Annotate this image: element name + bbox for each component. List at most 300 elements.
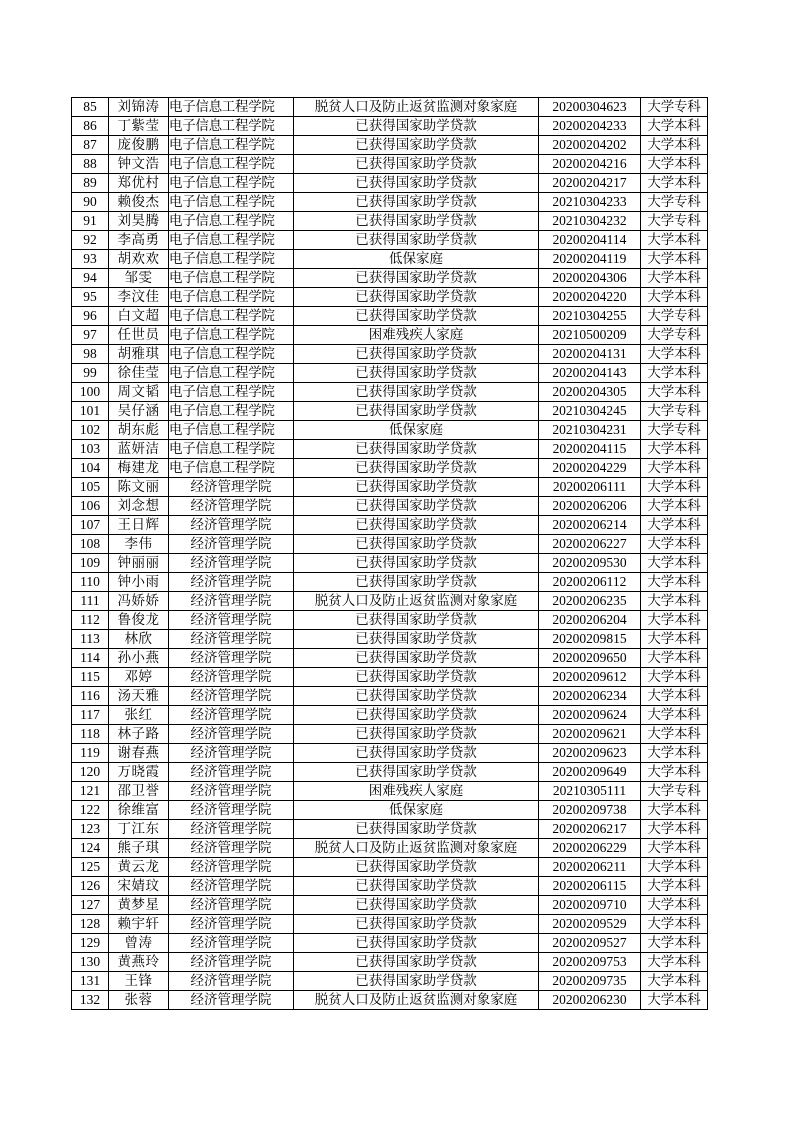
row-number: 103 [72, 440, 109, 459]
student-name: 林子路 [109, 725, 169, 744]
education-level: 大学本科 [641, 459, 708, 478]
education-level: 大学本科 [641, 744, 708, 763]
education-level: 大学本科 [641, 896, 708, 915]
education-level: 大学本科 [641, 231, 708, 250]
education-level: 大学专科 [641, 307, 708, 326]
row-number: 108 [72, 535, 109, 554]
education-level: 大学本科 [641, 934, 708, 953]
hardship-type: 已获得国家助学贷款 [294, 915, 539, 934]
row-number: 112 [72, 611, 109, 630]
table-row [72, 212, 708, 231]
student-name: 万晓霞 [109, 763, 169, 782]
row-number: 114 [72, 649, 109, 668]
hardship-type: 已获得国家助学贷款 [294, 896, 539, 915]
table-row [72, 174, 708, 193]
education-level: 大学本科 [641, 573, 708, 592]
education-level: 大学本科 [641, 269, 708, 288]
row-number: 122 [72, 801, 109, 820]
student-id: 20200209815 [539, 630, 641, 649]
education-level: 大学专科 [641, 782, 708, 801]
table-row [72, 345, 708, 364]
education-level: 大学专科 [641, 212, 708, 231]
table-row [72, 326, 708, 345]
student-name: 蓝妍洁 [109, 440, 169, 459]
hardship-type: 已获得国家助学贷款 [294, 630, 539, 649]
row-number: 123 [72, 820, 109, 839]
table-row [72, 687, 708, 706]
education-level: 大学本科 [641, 174, 708, 193]
hardship-type: 已获得国家助学贷款 [294, 706, 539, 725]
hardship-type: 已获得国家助学贷款 [294, 687, 539, 706]
hardship-type: 已获得国家助学贷款 [294, 972, 539, 991]
student-id: 20200209753 [539, 953, 641, 972]
education-level: 大学本科 [641, 478, 708, 497]
student-id: 20200204202 [539, 136, 641, 155]
student-id: 20200209649 [539, 763, 641, 782]
row-number: 109 [72, 554, 109, 573]
table-row [72, 763, 708, 782]
table-row [72, 744, 708, 763]
student-name: 宋婧玟 [109, 877, 169, 896]
college-name: 电子信息工程学院 [169, 250, 294, 269]
education-level: 大学本科 [641, 649, 708, 668]
table-row [72, 421, 708, 440]
education-level: 大学专科 [641, 98, 708, 117]
row-number: 92 [72, 231, 109, 250]
student-id: 20200206206 [539, 497, 641, 516]
hardship-type: 已获得国家助学贷款 [294, 573, 539, 592]
table-row [72, 725, 708, 744]
college-name: 电子信息工程学院 [169, 117, 294, 136]
student-id: 20200206214 [539, 516, 641, 535]
hardship-type: 困难残疾人家庭 [294, 326, 539, 345]
education-level: 大学本科 [641, 763, 708, 782]
student-id: 20200206111 [539, 478, 641, 497]
table-row [72, 801, 708, 820]
college-name: 电子信息工程学院 [169, 174, 294, 193]
student-name: 钟文浩 [109, 155, 169, 174]
student-name: 张蓉 [109, 991, 169, 1010]
row-number: 85 [72, 98, 109, 117]
college-name: 经济管理学院 [169, 687, 294, 706]
row-number: 93 [72, 250, 109, 269]
college-name: 经济管理学院 [169, 744, 294, 763]
student-name: 陈文丽 [109, 478, 169, 497]
student-name: 丁紫莹 [109, 117, 169, 136]
student-id: 20200206211 [539, 858, 641, 877]
table-row [72, 269, 708, 288]
hardship-type: 脱贫人口及防止返贫监测对象家庭 [294, 592, 539, 611]
college-name: 经济管理学院 [169, 706, 294, 725]
education-level: 大学本科 [641, 668, 708, 687]
education-level: 大学专科 [641, 193, 708, 212]
table-row [72, 478, 708, 497]
student-id: 20200304623 [539, 98, 641, 117]
hardship-type: 低保家庭 [294, 801, 539, 820]
table-row [72, 839, 708, 858]
row-number: 99 [72, 364, 109, 383]
row-number: 90 [72, 193, 109, 212]
education-level: 大学本科 [641, 877, 708, 896]
table-row [72, 782, 708, 801]
student-name: 钟丽丽 [109, 554, 169, 573]
student-name: 白文超 [109, 307, 169, 326]
student-name: 王锋 [109, 972, 169, 991]
hardship-type: 已获得国家助学贷款 [294, 725, 539, 744]
student-name: 刘念想 [109, 497, 169, 516]
row-number: 110 [72, 573, 109, 592]
college-name: 电子信息工程学院 [169, 345, 294, 364]
table-row [72, 117, 708, 136]
college-name: 经济管理学院 [169, 839, 294, 858]
hardship-type: 已获得国家助学贷款 [294, 269, 539, 288]
row-number: 127 [72, 896, 109, 915]
table-row [72, 250, 708, 269]
hardship-type: 已获得国家助学贷款 [294, 117, 539, 136]
row-number: 102 [72, 421, 109, 440]
row-number: 111 [72, 592, 109, 611]
row-number: 104 [72, 459, 109, 478]
table-body [72, 98, 708, 1010]
education-level: 大学本科 [641, 687, 708, 706]
student-id: 20200204216 [539, 155, 641, 174]
education-level: 大学本科 [641, 383, 708, 402]
student-name: 汤天雅 [109, 687, 169, 706]
table-row [72, 820, 708, 839]
student-id: 20210304245 [539, 402, 641, 421]
college-name: 经济管理学院 [169, 573, 294, 592]
college-name: 经济管理学院 [169, 896, 294, 915]
college-name: 经济管理学院 [169, 668, 294, 687]
student-id: 20200204119 [539, 250, 641, 269]
hardship-type: 困难残疾人家庭 [294, 782, 539, 801]
college-name: 电子信息工程学院 [169, 136, 294, 155]
student-id: 20200204233 [539, 117, 641, 136]
student-id: 20200204143 [539, 364, 641, 383]
row-number: 87 [72, 136, 109, 155]
student-id: 20200206112 [539, 573, 641, 592]
table-row [72, 136, 708, 155]
student-id: 20200204114 [539, 231, 641, 250]
hardship-type: 已获得国家助学贷款 [294, 763, 539, 782]
student-name: 曾涛 [109, 934, 169, 953]
row-number: 118 [72, 725, 109, 744]
row-number: 100 [72, 383, 109, 402]
table-row [72, 706, 708, 725]
hardship-type: 已获得国家助学贷款 [294, 155, 539, 174]
row-number: 119 [72, 744, 109, 763]
table-row [72, 858, 708, 877]
table-row [72, 440, 708, 459]
student-name: 刘昊腾 [109, 212, 169, 231]
college-name: 电子信息工程学院 [169, 307, 294, 326]
education-level: 大学本科 [641, 915, 708, 934]
student-id: 20210304233 [539, 193, 641, 212]
table-row [72, 630, 708, 649]
student-name: 庞俊鹏 [109, 136, 169, 155]
table-row [72, 934, 708, 953]
hardship-type: 已获得国家助学贷款 [294, 174, 539, 193]
hardship-type: 已获得国家助学贷款 [294, 383, 539, 402]
college-name: 电子信息工程学院 [169, 383, 294, 402]
row-number: 121 [72, 782, 109, 801]
student-name: 徐佳莹 [109, 364, 169, 383]
student-aid-table [71, 97, 708, 1010]
student-name: 李伟 [109, 535, 169, 554]
table-row [72, 516, 708, 535]
hardship-type: 已获得国家助学贷款 [294, 440, 539, 459]
student-name: 梅建龙 [109, 459, 169, 478]
student-id: 20200206235 [539, 592, 641, 611]
row-number: 131 [72, 972, 109, 991]
student-id: 20200209621 [539, 725, 641, 744]
student-name: 王日辉 [109, 516, 169, 535]
student-name: 黄云龙 [109, 858, 169, 877]
row-number: 120 [72, 763, 109, 782]
row-number: 89 [72, 174, 109, 193]
student-id: 20200206217 [539, 820, 641, 839]
hardship-type: 已获得国家助学贷款 [294, 744, 539, 763]
table-row [72, 383, 708, 402]
college-name: 经济管理学院 [169, 535, 294, 554]
table-row [72, 535, 708, 554]
education-level: 大学本科 [641, 497, 708, 516]
hardship-type: 已获得国家助学贷款 [294, 288, 539, 307]
education-level: 大学本科 [641, 516, 708, 535]
hardship-type: 低保家庭 [294, 250, 539, 269]
table-row [72, 402, 708, 421]
student-id: 20210304232 [539, 212, 641, 231]
row-number: 107 [72, 516, 109, 535]
table-row [72, 288, 708, 307]
student-name: 刘锦涛 [109, 98, 169, 117]
table-row [72, 231, 708, 250]
college-name: 经济管理学院 [169, 972, 294, 991]
education-level: 大学本科 [641, 288, 708, 307]
student-name: 张红 [109, 706, 169, 725]
hardship-type: 已获得国家助学贷款 [294, 649, 539, 668]
student-name: 黄燕玲 [109, 953, 169, 972]
education-level: 大学本科 [641, 440, 708, 459]
education-level: 大学本科 [641, 592, 708, 611]
row-number: 91 [72, 212, 109, 231]
table-row [72, 459, 708, 478]
hardship-type: 已获得国家助学贷款 [294, 212, 539, 231]
student-id: 20200209527 [539, 934, 641, 953]
college-name: 电子信息工程学院 [169, 98, 294, 117]
hardship-type: 已获得国家助学贷款 [294, 231, 539, 250]
student-id: 20200204217 [539, 174, 641, 193]
student-name: 谢春燕 [109, 744, 169, 763]
student-name: 钟小雨 [109, 573, 169, 592]
student-name: 李汶佳 [109, 288, 169, 307]
student-id: 20200204220 [539, 288, 641, 307]
student-id: 20200209650 [539, 649, 641, 668]
student-name: 吴仔涵 [109, 402, 169, 421]
college-name: 电子信息工程学院 [169, 364, 294, 383]
table-row [72, 98, 708, 117]
hardship-type: 已获得国家助学贷款 [294, 307, 539, 326]
table-row [72, 307, 708, 326]
education-level: 大学本科 [641, 725, 708, 744]
college-name: 电子信息工程学院 [169, 193, 294, 212]
education-level: 大学本科 [641, 535, 708, 554]
student-id: 20200206230 [539, 991, 641, 1010]
college-name: 经济管理学院 [169, 934, 294, 953]
college-name: 电子信息工程学院 [169, 288, 294, 307]
row-number: 115 [72, 668, 109, 687]
student-name: 胡东彪 [109, 421, 169, 440]
student-id: 20200204229 [539, 459, 641, 478]
education-level: 大学本科 [641, 820, 708, 839]
college-name: 经济管理学院 [169, 801, 294, 820]
hardship-type: 已获得国家助学贷款 [294, 497, 539, 516]
education-level: 大学本科 [641, 155, 708, 174]
student-id: 20210500209 [539, 326, 641, 345]
hardship-type: 已获得国家助学贷款 [294, 193, 539, 212]
hardship-type: 脱贫人口及防止返贫监测对象家庭 [294, 98, 539, 117]
student-name: 胡雅琪 [109, 345, 169, 364]
education-level: 大学专科 [641, 326, 708, 345]
hardship-type: 已获得国家助学贷款 [294, 402, 539, 421]
table-row [72, 155, 708, 174]
student-id: 20200204131 [539, 345, 641, 364]
table-row [72, 554, 708, 573]
table-row [72, 193, 708, 212]
college-name: 电子信息工程学院 [169, 269, 294, 288]
hardship-type: 已获得国家助学贷款 [294, 459, 539, 478]
row-number: 98 [72, 345, 109, 364]
student-name: 邵卫誉 [109, 782, 169, 801]
education-level: 大学专科 [641, 421, 708, 440]
student-id: 20210305111 [539, 782, 641, 801]
college-name: 电子信息工程学院 [169, 231, 294, 250]
table-row [72, 972, 708, 991]
student-id: 20200209612 [539, 668, 641, 687]
table-row [72, 649, 708, 668]
college-name: 经济管理学院 [169, 478, 294, 497]
college-name: 经济管理学院 [169, 782, 294, 801]
hardship-type: 已获得国家助学贷款 [294, 478, 539, 497]
student-name: 鲁俊龙 [109, 611, 169, 630]
college-name: 电子信息工程学院 [169, 155, 294, 174]
student-id: 20200204115 [539, 440, 641, 459]
college-name: 经济管理学院 [169, 611, 294, 630]
education-level: 大学本科 [641, 972, 708, 991]
education-level: 大学本科 [641, 117, 708, 136]
row-number: 126 [72, 877, 109, 896]
row-number: 86 [72, 117, 109, 136]
student-name: 林欣 [109, 630, 169, 649]
row-number: 129 [72, 934, 109, 953]
student-name: 孙小燕 [109, 649, 169, 668]
college-name: 经济管理学院 [169, 877, 294, 896]
college-name: 经济管理学院 [169, 725, 294, 744]
table-row [72, 592, 708, 611]
college-name: 经济管理学院 [169, 858, 294, 877]
education-level: 大学本科 [641, 345, 708, 364]
row-number: 106 [72, 497, 109, 516]
table-row [72, 991, 708, 1010]
student-name: 邓婷 [109, 668, 169, 687]
table-row [72, 364, 708, 383]
college-name: 经济管理学院 [169, 820, 294, 839]
education-level: 大学本科 [641, 991, 708, 1010]
student-name: 胡欢欢 [109, 250, 169, 269]
student-name: 赖宇轩 [109, 915, 169, 934]
education-level: 大学本科 [641, 136, 708, 155]
college-name: 经济管理学院 [169, 516, 294, 535]
student-id: 20200206227 [539, 535, 641, 554]
table-row [72, 611, 708, 630]
college-name: 经济管理学院 [169, 649, 294, 668]
table-row [72, 497, 708, 516]
student-id: 20200204305 [539, 383, 641, 402]
student-name: 赖俊杰 [109, 193, 169, 212]
student-name: 徐维富 [109, 801, 169, 820]
row-number: 132 [72, 991, 109, 1010]
education-level: 大学本科 [641, 839, 708, 858]
hardship-type: 已获得国家助学贷款 [294, 668, 539, 687]
education-level: 大学专科 [641, 402, 708, 421]
college-name: 电子信息工程学院 [169, 402, 294, 421]
student-id: 20200206234 [539, 687, 641, 706]
student-name: 邹雯 [109, 269, 169, 288]
row-number: 97 [72, 326, 109, 345]
education-level: 大学本科 [641, 706, 708, 725]
hardship-type: 已获得国家助学贷款 [294, 611, 539, 630]
student-id: 20200209735 [539, 972, 641, 991]
student-id: 20200209710 [539, 896, 641, 915]
college-name: 经济管理学院 [169, 763, 294, 782]
college-name: 经济管理学院 [169, 497, 294, 516]
hardship-type: 已获得国家助学贷款 [294, 877, 539, 896]
student-name: 任世员 [109, 326, 169, 345]
table-row [72, 915, 708, 934]
row-number: 113 [72, 630, 109, 649]
student-id: 20200209624 [539, 706, 641, 725]
education-level: 大学本科 [641, 250, 708, 269]
college-name: 经济管理学院 [169, 991, 294, 1010]
student-name: 周文韬 [109, 383, 169, 402]
college-name: 经济管理学院 [169, 592, 294, 611]
education-level: 大学本科 [641, 554, 708, 573]
table-row [72, 896, 708, 915]
college-name: 电子信息工程学院 [169, 326, 294, 345]
education-level: 大学本科 [641, 630, 708, 649]
hardship-type: 已获得国家助学贷款 [294, 820, 539, 839]
education-level: 大学本科 [641, 611, 708, 630]
hardship-type: 已获得国家助学贷款 [294, 953, 539, 972]
row-number: 116 [72, 687, 109, 706]
education-level: 大学本科 [641, 953, 708, 972]
row-number: 124 [72, 839, 109, 858]
hardship-type: 脱贫人口及防止返贫监测对象家庭 [294, 991, 539, 1010]
student-id: 20200206229 [539, 839, 641, 858]
row-number: 88 [72, 155, 109, 174]
college-name: 电子信息工程学院 [169, 212, 294, 231]
student-id: 20200209738 [539, 801, 641, 820]
hardship-type: 已获得国家助学贷款 [294, 345, 539, 364]
row-number: 125 [72, 858, 109, 877]
hardship-type: 已获得国家助学贷款 [294, 364, 539, 383]
student-id: 20200209529 [539, 915, 641, 934]
row-number: 95 [72, 288, 109, 307]
row-number: 94 [72, 269, 109, 288]
education-level: 大学本科 [641, 801, 708, 820]
student-name: 李高勇 [109, 231, 169, 250]
hardship-type: 已获得国家助学贷款 [294, 516, 539, 535]
